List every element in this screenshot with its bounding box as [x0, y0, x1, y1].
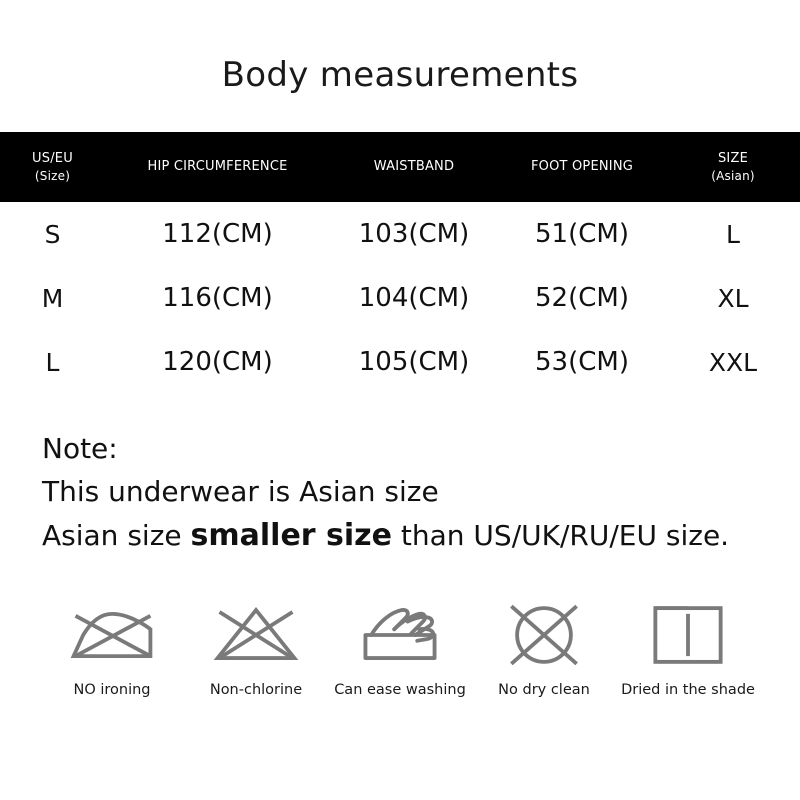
cell-hip: 112(CM) [105, 202, 330, 266]
care-instructions-row [0, 596, 800, 698]
size-table [0, 132, 800, 394]
column-header-main: US/EU [32, 151, 73, 167]
table-row [0, 266, 800, 330]
column-header-main: SIZE [717, 151, 748, 167]
care-item-dry-in-shade [622, 596, 754, 698]
non-chlorine-icon [208, 596, 304, 674]
cell-us-eu: S [0, 202, 105, 266]
page-title: Body measurements [221, 55, 579, 95]
care-label: Can ease washing [334, 682, 466, 698]
cell-waistband: 104(CM) [330, 266, 498, 330]
cell-size-asian: XL [666, 266, 800, 330]
note-line-smaller-size [42, 513, 770, 559]
dry-in-shade-icon [640, 596, 736, 674]
column-header-foot-opening [498, 132, 666, 202]
table-body [0, 202, 800, 394]
care-item-non-chlorine [190, 596, 322, 698]
column-header-us-eu [0, 132, 105, 202]
column-header-main: HIP CIRCUMFERENCE [147, 159, 288, 175]
note-line2-suffix: than US/UK/RU/EU size. [392, 519, 730, 553]
care-label: No dry clean [498, 682, 590, 698]
column-header-main: FOOT OPENING [530, 159, 634, 175]
cell-foot-opening: 51(CM) [498, 202, 666, 266]
table-row [0, 330, 800, 394]
note-line2-emphasis: smaller size [190, 518, 392, 554]
column-header-hip-circumference [105, 132, 330, 202]
note-block [0, 428, 800, 559]
cell-waistband: 105(CM) [330, 330, 498, 394]
table-header [0, 132, 800, 202]
cell-us-eu: M [0, 266, 105, 330]
care-item-no-dry-clean [478, 596, 610, 698]
table-row [0, 202, 800, 266]
column-header-sub: (Asian) [711, 168, 755, 183]
note-heading: Note: [42, 432, 118, 465]
cell-waistband: 103(CM) [330, 202, 498, 266]
column-header-main: WAISTBAND [373, 159, 455, 175]
cell-hip: 116(CM) [105, 266, 330, 330]
care-label: NO ironing [73, 682, 151, 698]
care-item-no-ironing [46, 596, 178, 698]
cell-us-eu: L [0, 330, 105, 394]
no-ironing-icon [64, 596, 160, 674]
hand-wash-icon [352, 596, 448, 674]
cell-size-asian: L [666, 202, 800, 266]
note-line2-prefix: Asian size [42, 519, 191, 553]
care-label: Non-chlorine [209, 682, 303, 698]
table-header-row [0, 132, 800, 202]
note-line-asian-size: This underwear is Asian size [42, 474, 439, 508]
care-item-hand-wash [334, 596, 466, 698]
care-label: Dried in the shade [621, 682, 755, 698]
cell-hip: 120(CM) [105, 330, 330, 394]
cell-size-asian: XXL [666, 330, 800, 394]
cell-foot-opening: 53(CM) [498, 330, 666, 394]
column-header-waistband [330, 132, 498, 202]
cell-foot-opening: 52(CM) [498, 266, 666, 330]
column-header-sub: (Size) [34, 168, 71, 183]
no-dry-clean-icon [496, 596, 592, 674]
column-header-size-asian [666, 132, 800, 202]
